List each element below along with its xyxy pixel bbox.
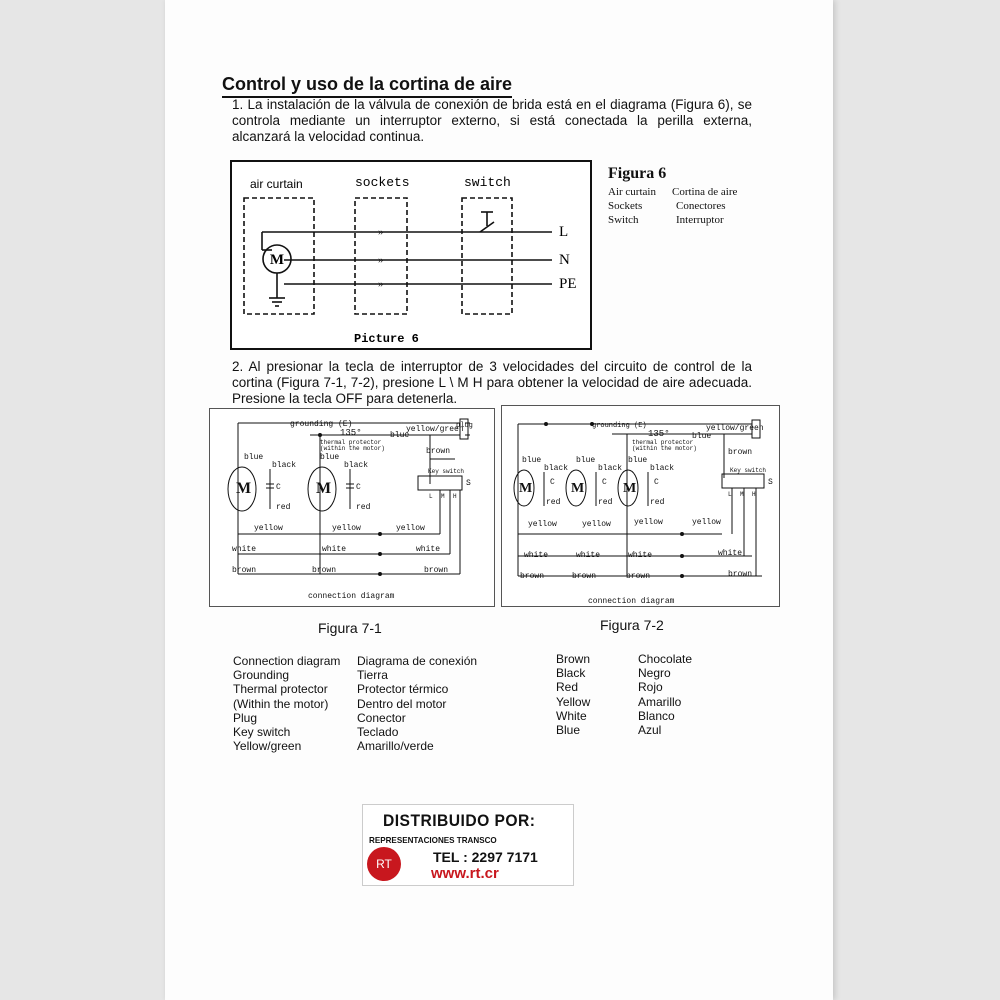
brown-label: brown <box>424 566 449 575</box>
figura-6-legend <box>608 185 737 227</box>
legend-row: Sockets Conectores <box>608 200 726 212</box>
yellow-green-label: yellow/green <box>706 424 764 433</box>
blue-label: blue <box>628 456 648 465</box>
motor-label: M <box>316 480 332 497</box>
yellow-green-label: yellow/green <box>406 425 464 434</box>
figura-6-title: Figura 6 <box>608 165 667 182</box>
glossary-row: Red Rojo <box>556 680 663 695</box>
black-label: black <box>598 464 623 473</box>
c-label: C <box>550 478 555 487</box>
white-label: white <box>576 551 601 560</box>
rt-logo-icon: RT <box>367 847 401 881</box>
legend-row: Switch Interruptor <box>608 214 724 226</box>
connection-diagram-caption: connection diagram <box>308 592 395 601</box>
h-label: H <box>752 491 756 498</box>
svg-text:»: » <box>378 226 384 238</box>
paragraph-1: 1. La instalación de la válvula de conexión de brida está en el diagrama (Figura 6), se controla mediante un interruptor externo, si está conectada la perilla externa, alcanzará la velocidad continua. <box>232 97 752 144</box>
brown-label: brown <box>426 447 451 456</box>
brown-label: brown <box>728 570 753 579</box>
blue-label: blue <box>390 431 410 440</box>
motor-label: M <box>571 481 585 496</box>
yellow-label: yellow <box>582 520 611 529</box>
white-label: white <box>524 551 549 560</box>
glossary-row: (Within the motor) Dentro del motor <box>233 696 447 711</box>
glossary-row: Brown Chocolate <box>556 652 693 666</box>
yellow-label: yellow <box>254 524 283 533</box>
brown-label: brown <box>232 566 257 575</box>
line-n-label: N <box>559 252 570 268</box>
thermal-label: thermal protector <box>632 439 694 446</box>
legend-row: Air curtain Cortina de aire <box>608 186 738 198</box>
black-label: black <box>344 461 369 470</box>
c-label: C <box>356 483 361 492</box>
c-label: C <box>602 478 607 487</box>
brown-label: brown <box>728 448 753 457</box>
blue-label: blue <box>320 453 340 462</box>
h-label: H <box>453 493 457 500</box>
s-label: S <box>466 479 471 488</box>
svg-text:»: » <box>378 278 384 290</box>
m-label: M <box>740 491 744 498</box>
distributor-badge <box>362 804 574 886</box>
picture-6-svg <box>232 162 590 348</box>
grounding-label: grounding (E) <box>290 420 353 429</box>
blue-label: blue <box>576 456 596 465</box>
grounding-label: grounding (E) <box>592 422 647 430</box>
switch-label: switch <box>464 175 511 190</box>
air-curtain-label: air curtain <box>250 177 303 191</box>
yellow-label: yellow <box>692 518 721 527</box>
within-label: (within the motor) <box>632 445 697 452</box>
white-label: white <box>232 545 257 554</box>
blue-label: blue <box>692 432 712 441</box>
black-label: black <box>650 464 675 473</box>
sockets-label: sockets <box>355 175 410 190</box>
motor-label: M <box>623 481 637 496</box>
red-label: red <box>650 498 665 507</box>
figure-7-1-svg <box>210 409 494 606</box>
key-switch-label: Key switch <box>428 468 465 475</box>
figura-7-2-caption: Figura 7-2 <box>600 617 664 633</box>
glossary-row: White Blanco <box>556 708 675 723</box>
red-label: red <box>356 503 371 512</box>
picture-6-caption: Picture 6 <box>354 332 419 346</box>
black-label: black <box>272 461 297 470</box>
angle-label: 135° <box>648 429 670 439</box>
figure-7-2-svg <box>502 406 779 606</box>
white-label: white <box>322 545 347 554</box>
glossary-row: Black Negro <box>556 666 671 681</box>
motor-label: M <box>519 481 533 496</box>
s-label: S <box>768 478 773 487</box>
key-switch-label: Key switch <box>730 467 767 474</box>
white-label: white <box>416 545 441 554</box>
glossary-row: Grounding Tierra <box>233 668 388 683</box>
yellow-label: yellow <box>396 524 425 533</box>
figura-7-1-caption: Figura 7-1 <box>318 620 382 636</box>
plug-label: plug <box>456 422 473 430</box>
c-label: C <box>654 478 659 487</box>
section-heading: Control y uso de la cortina de aire <box>222 74 512 98</box>
yellow-label: yellow <box>634 518 663 527</box>
glossary-right <box>556 652 756 737</box>
picture-6-diagram <box>230 160 592 350</box>
glossary-row: Thermal protector Protector térmico <box>233 682 449 697</box>
c-label: C <box>276 483 281 492</box>
paragraph-2: 2. Al presionar la tecla de interruptor de 3 velocidades del circuito de control de la cortina (Figura 7-1, 7-2), presione L \ M H para obtener la velocidad de aire adecuada. Presione la tecla OFF para detenerla. <box>232 359 752 406</box>
website: www.rt.cr <box>431 865 499 882</box>
l-label: L <box>728 491 732 498</box>
brown-label: brown <box>520 572 545 581</box>
distributor-title: DISTRIBUIDO POR: <box>383 811 536 830</box>
connection-diagram-caption: connection diagram <box>588 597 675 606</box>
within-label: (within the motor) <box>320 445 385 452</box>
glossary-row: Plug Conector <box>233 710 406 725</box>
brown-label: brown <box>312 566 337 575</box>
black-label: black <box>544 464 569 473</box>
telephone: TEL : 2297 7171 <box>433 849 538 865</box>
blue-label: blue <box>244 453 264 462</box>
company-name: REPRESENTACIONES TRANSCO <box>369 835 497 845</box>
figure-7-2-diagram <box>501 405 780 607</box>
yellow-label: yellow <box>332 524 361 533</box>
figure-7-1-diagram <box>209 408 495 607</box>
glossary-left <box>233 654 533 753</box>
svg-text:»: » <box>378 254 384 266</box>
glossary-row: Yellow/green Amarillo/verde <box>233 739 434 754</box>
brown-label: brown <box>626 572 651 581</box>
thermal-label: thermal protector <box>320 439 382 446</box>
line-pe-label: PE <box>559 276 577 292</box>
m-label: M <box>441 493 445 500</box>
glossary-row: Connection diagram Diagrama de conexión <box>233 654 478 668</box>
glossary-row: Key switch Teclado <box>233 725 399 740</box>
glossary-row: Yellow Amarillo <box>556 694 682 709</box>
red-label: red <box>598 498 613 507</box>
red-label: red <box>546 498 561 507</box>
white-label: white <box>718 549 743 558</box>
white-label: white <box>628 551 653 560</box>
blue-label: blue <box>522 456 542 465</box>
yellow-label: yellow <box>528 520 557 529</box>
motor-label: M <box>269 252 285 268</box>
glossary-row: Blue Azul <box>556 723 662 738</box>
brown-label: brown <box>572 572 597 581</box>
motor-label: M <box>236 480 252 497</box>
line-l-label: L <box>559 224 569 240</box>
angle-label: 135° <box>340 428 362 438</box>
l-label: L <box>429 493 433 500</box>
red-label: red <box>276 503 291 512</box>
